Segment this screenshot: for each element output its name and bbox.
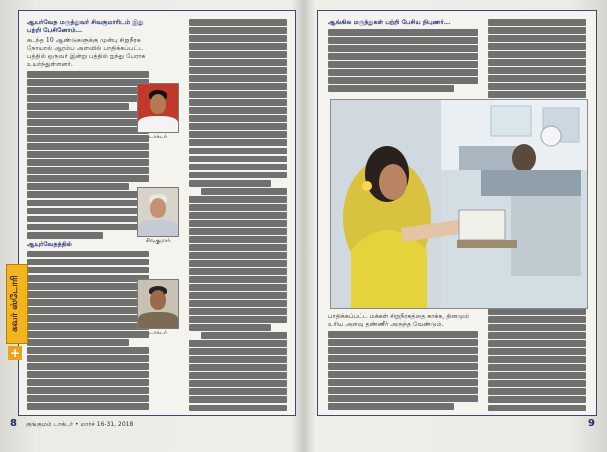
section-heading: ஆயுர்வேதத்தில் (27, 240, 72, 248)
right-column-1-bottom (328, 313, 478, 411)
left-footer (6, 418, 298, 432)
cover-story-label: கவர் ஸ்டோரி (10, 275, 20, 333)
right-column-1-top (328, 19, 478, 97)
lead-text: ஆயர்வேத மருத்துவர் சிவகுமாரிடம் இது பற்றி பேசினோம்... (27, 19, 144, 34)
portrait-caption-3: டாக்டர் (148, 330, 168, 336)
right-page-frame (317, 10, 597, 416)
right-footer (309, 418, 601, 432)
plus-icon: + (9, 346, 21, 360)
photo-illustration (331, 100, 587, 308)
right-bottom-text: பாதிக்கப்பட்ட மக்கள் சிறுநீரகத்தை காக்க, தினமும் உரிய அளவு தண்ணீர் அருந்த வேண்டும். (328, 313, 470, 328)
left-column-1 (27, 19, 149, 411)
left-page-number: 8 (10, 418, 17, 429)
lead-sub: கடந்த 10 ஆண்டுகளுக்கு முன்பு சிறுநீரக நோயால் ஆரம்ப அளவில் பாதிக்கப்பட்ட பத்தில் ஒருவர் இன்று பத்தில் ஐந்து பேராக உயர்ந்துள்ளனர். (27, 37, 146, 68)
left-page (6, 6, 298, 446)
portrait-doctor-3 (137, 279, 179, 336)
right-top-text: ஆங்கில மருந்துகள் பற்றி பேசிய நிபுணர்... (328, 19, 451, 26)
right-page (309, 6, 601, 446)
cover-story-tab (6, 264, 28, 344)
left-page-frame (18, 10, 296, 416)
right-page-number: 9 (588, 418, 595, 429)
portrait-doctor-2 (137, 187, 179, 244)
portrait-caption-2: சிவகுமார் (145, 238, 171, 244)
portrait-doctor-1 (137, 83, 179, 140)
portrait-caption-1: டாக்டர் (148, 134, 168, 140)
left-column-2 (189, 19, 287, 411)
hospital-photo (330, 99, 588, 309)
left-footer-meta: குங்குமம் டாக்டர் • மார்ச் 16-31, 2018 (26, 421, 134, 428)
